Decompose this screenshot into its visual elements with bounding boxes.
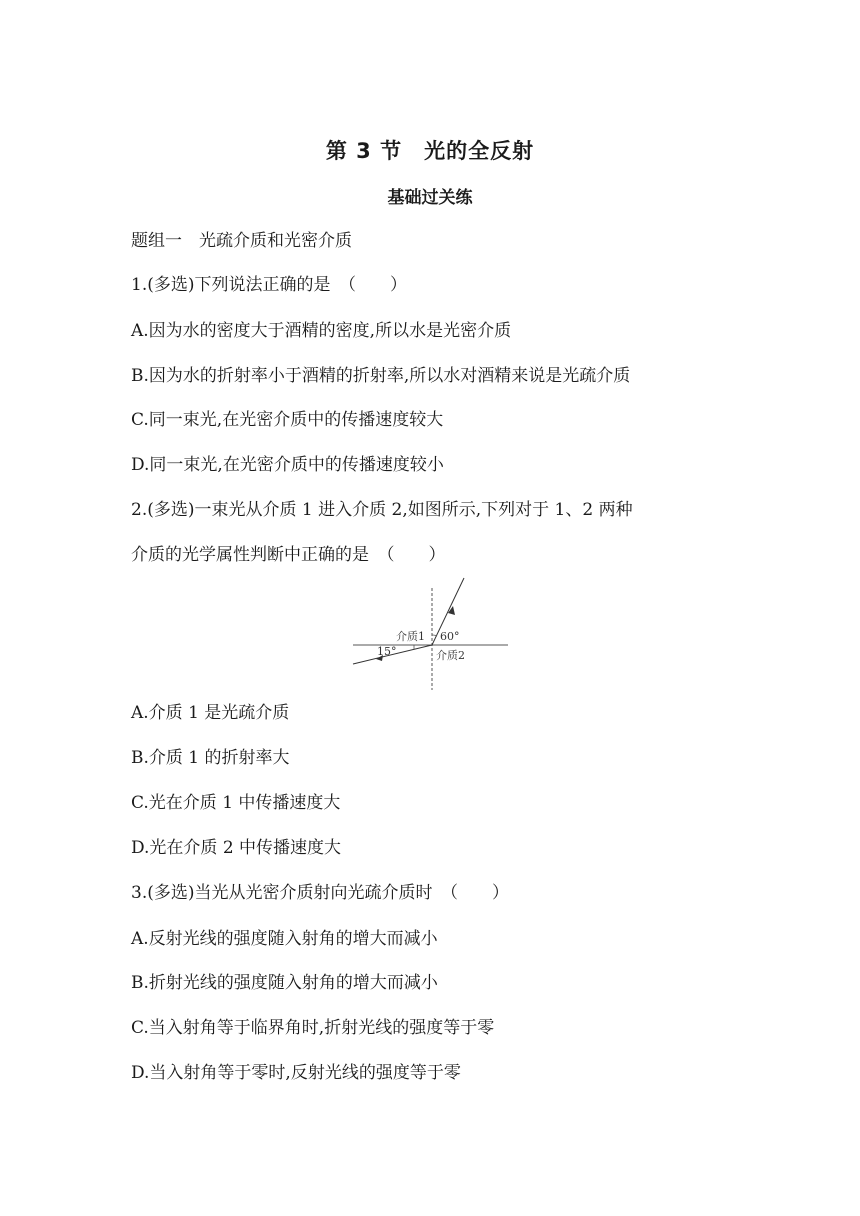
- question-1-option-c: C.同一束光,在光密介质中的传播速度较大: [131, 410, 444, 430]
- question-1-option-b: B.因为水的折射率小于酒精的折射率,所以水对酒精来说是光疏介质: [131, 366, 631, 386]
- question-3-option-b: B.折射光线的强度随入射角的增大而减小: [131, 973, 438, 993]
- question-1-option-d: D.同一束光,在光密介质中的传播速度较小: [131, 455, 444, 475]
- angle-15-label: 15°: [377, 645, 397, 658]
- question-2-option-d: D.光在介质 2 中传播速度大: [131, 838, 342, 858]
- question-2-option-c: C.光在介质 1 中传播速度大: [131, 793, 341, 813]
- question-1-option-a: A.因为水的密度大于酒精的密度,所以水是光密介质: [131, 321, 512, 341]
- angle-60-label: 60°: [440, 630, 460, 643]
- medium-1-label: 介质1: [396, 630, 425, 643]
- question-2-option-b: B.介质 1 的折射率大: [131, 748, 290, 768]
- question-2-stem-line-1: 2.(多选)一束光从介质 1 进入介质 2,如图所示,下列对于 1、2 两种: [131, 500, 633, 520]
- medium-2-label: 介质2: [436, 649, 465, 662]
- question-3-stem: 3.(多选)当光从光密介质射向光疏介质时 （ ）: [131, 883, 509, 903]
- group-heading: 题组一 光疏介质和光密介质: [131, 231, 352, 251]
- question-1-stem: 1.(多选)下列说法正确的是 （ ）: [131, 275, 407, 295]
- question-2-stem-line-2: 介质的光学属性判断中正确的是 （ ）: [131, 545, 446, 565]
- question-2-option-a: A.介质 1 是光疏介质: [131, 703, 290, 723]
- question-3-option-c: C.当入射角等于临界角时,折射光线的强度等于零: [131, 1018, 495, 1038]
- question-3-option-d: D.当入射角等于零时,反射光线的强度等于零: [131, 1063, 461, 1083]
- refraction-diagram: [350, 573, 510, 693]
- incident-arrow: [448, 606, 455, 615]
- question-3-option-a: A.反射光线的强度随入射角的增大而减小: [131, 929, 438, 949]
- section-title: 第 3 节 光的全反射: [325, 139, 535, 163]
- section-subtitle: 基础过关练: [387, 188, 473, 208]
